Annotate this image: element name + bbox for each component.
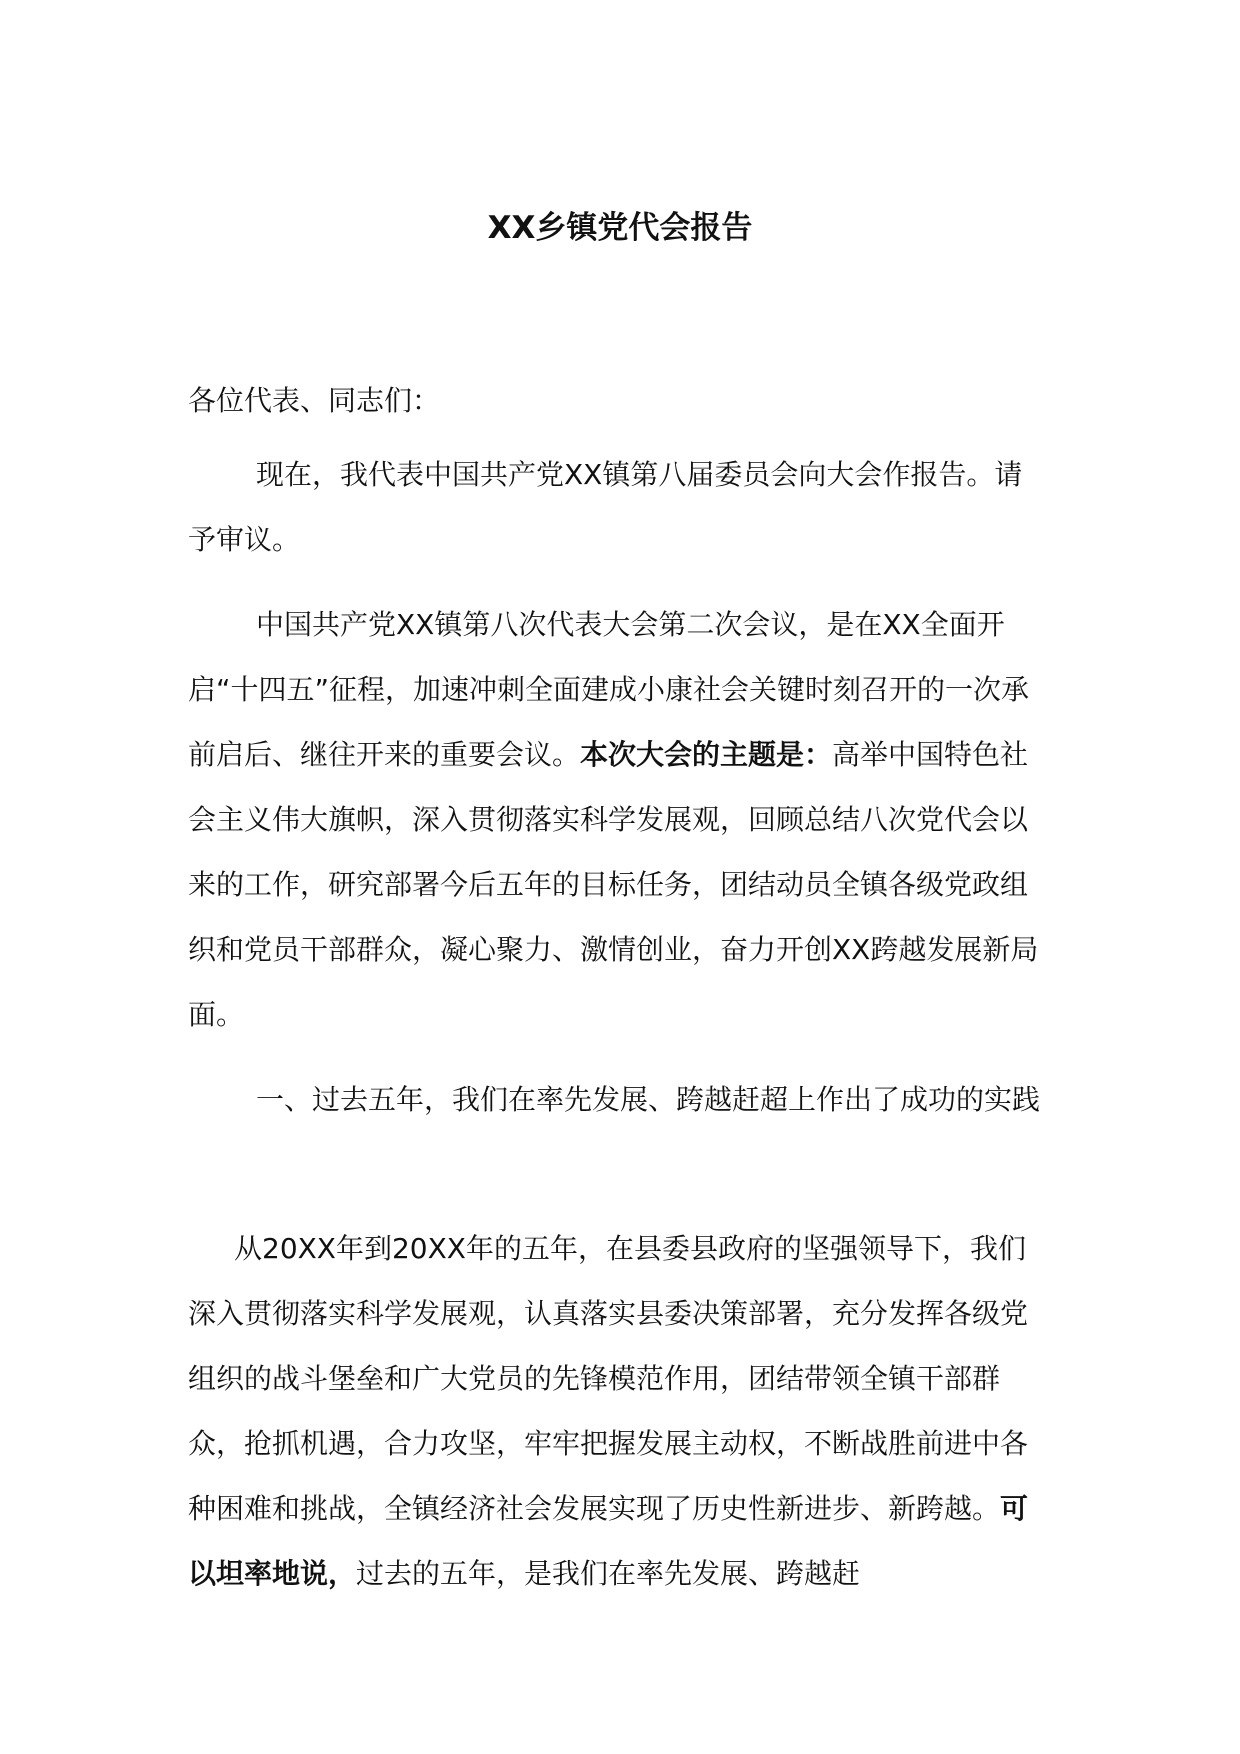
review-paragraph (188, 1216, 1048, 1606)
section-heading: 一、过去五年，我们在率先发展、跨越赶超上作出了成功的实践 (256, 1083, 1041, 1116)
review-bold-lead: 可以坦率地说， (188, 1492, 1029, 1590)
review-text-before: 从20XX年到20XX年的五年，在县委县政府的坚强领导下，我们深入贯彻落实科学发展观，认真落实县委决策部署，充分发挥各级党组织的战斗堡垒和广大党员的先锋模范作用，团结带领全镇干部群众，抢抓机遇，合力攻坚，牢牢把握发展主动权，不断战胜前进中各种困难和挑战，全镇经济社会发展实现了历史性新进步、新跨越。 (188, 1232, 1029, 1525)
meeting-bold-lead: 本次大会的主题是： (580, 738, 833, 771)
intro-paragraph: 现在，我代表中国共产党XX镇第八届委员会向大会作报告。请予审议。 (188, 458, 1023, 556)
salutation: 各位代表、同志们： (188, 384, 441, 417)
document-title: XX乡镇党代会报告 (487, 210, 753, 246)
meeting-text-before: 中国共产党XX镇第八次代表大会第二次会议，是在XX全面开启“十四五”征程，加速冲刺全面建成小康社会关键时刻召开的一次承前启后、继往开来的重要会议。 (188, 608, 1030, 771)
meeting-paragraph (188, 592, 1048, 1047)
review-text-after: 过去的五年，是我们在率先发展、跨越赶 (356, 1557, 861, 1590)
meeting-text-after: 高举中国特色社会主义伟大旗帜，深入贯彻落实科学发展观，回顾总结八次党代会以来的工作，研究部署今后五年的目标任务，团结动员全镇各级党政组织和党员干部群众，凝心聚力、激情创业，奋力开创XX跨越发展新局面。 (188, 738, 1039, 1031)
